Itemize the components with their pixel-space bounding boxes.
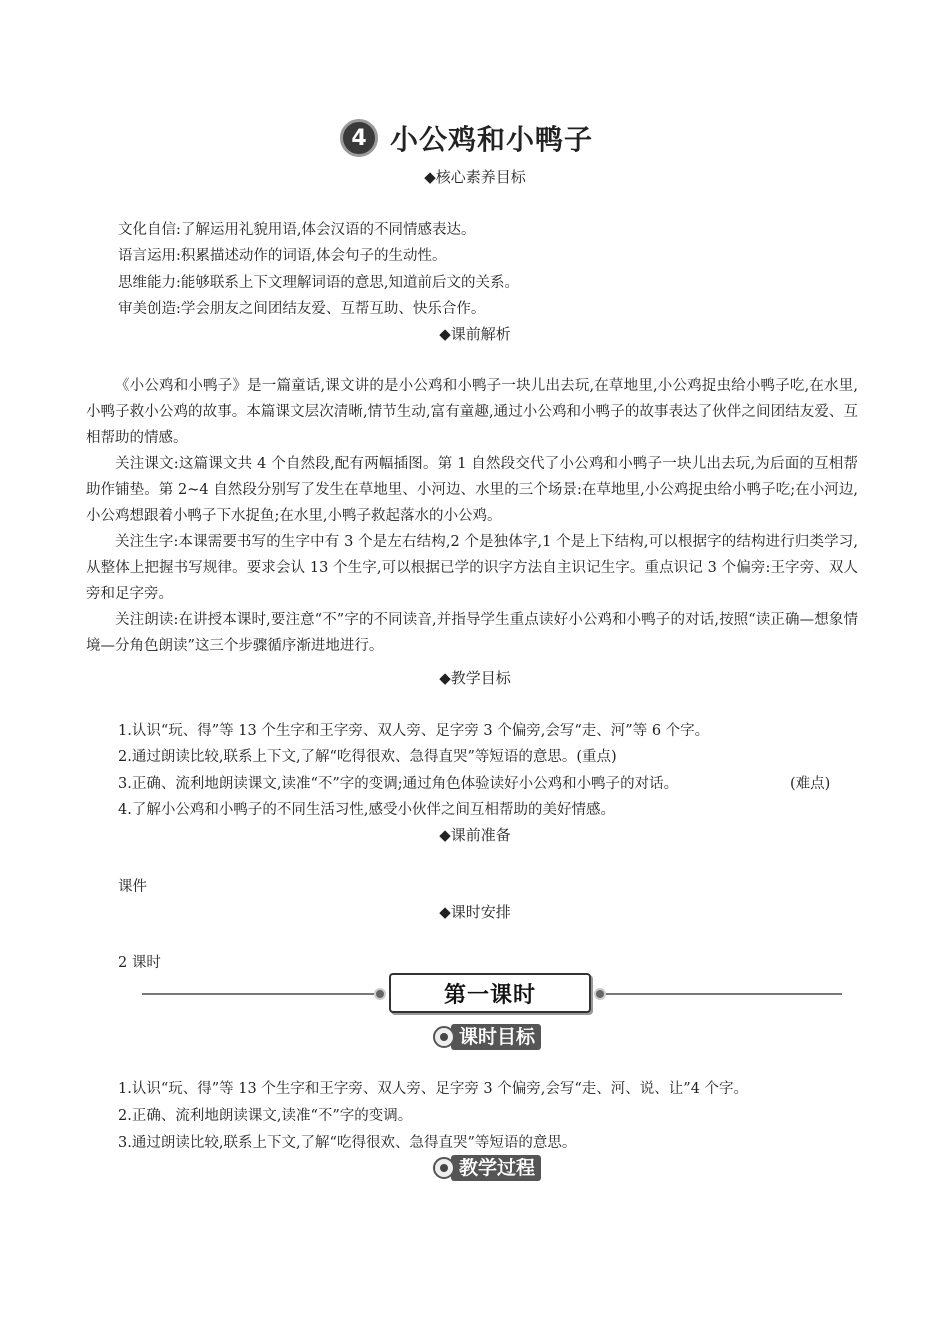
lesson-number-badge: 4 — [340, 119, 378, 157]
divider-line-right — [606, 993, 842, 995]
section-heading-preparation: ◆课前准备 — [439, 826, 511, 844]
target-icon — [433, 1157, 455, 1179]
lesson-title: 小公鸡和小鸭子 — [390, 123, 594, 156]
analysis-text — [86, 373, 858, 659]
teaching-goal-line: 3.正确、流利地朗读课文,读准“不”字的变调;通过角色体验读好小公鸡和小鸭子的对话。 — [118, 776, 679, 792]
period-goals-badge — [433, 1023, 541, 1051]
core-goal-line: 语言运用:积累描述动作的词语,体会句子的生动性。 — [118, 248, 447, 264]
section-heading-analysis: ◆课前解析 — [439, 325, 511, 343]
divider-line-left — [142, 993, 378, 995]
lesson-title-block — [340, 116, 593, 160]
teaching-process-badge — [433, 1154, 541, 1182]
core-goal-line: 审美创造:学会朋友之间团结友爱、互帮互助、快乐合作。 — [118, 301, 486, 317]
schedule-text: 2 课时 — [118, 955, 161, 971]
period-goal-line: 3.通过朗读比较,联系上下文,了解“吃得很欢、急得直哭”等短语的意思。 — [118, 1135, 577, 1151]
teaching-goal-line: 1.认识“玩、得”等 13 个生字和王字旁、双人旁、足字旁 3 个偏旁,会写“走、河”等 6 个字。 — [118, 723, 710, 739]
teaching-goal-line: 4.了解小公鸡和小鸭子的不同生活习性,感受小伙伴之间互相帮助的美好情感。 — [118, 802, 615, 818]
divider-dot-left — [374, 988, 386, 1000]
target-icon — [433, 1026, 455, 1048]
period-goal-line: 2.正确、流利地朗读课文,读准“不”字的变调。 — [118, 1108, 413, 1124]
core-goal-line: 文化自信:了解运用礼貌用语,体会汉语的不同情感表达。 — [118, 222, 476, 238]
section-heading-core-goals: ◆核心素养目标 — [424, 168, 526, 186]
teaching-goal-line: 2.通过朗读比较,联系上下文,了解“吃得很欢、急得直哭”等短语的意思。(重点) — [118, 749, 617, 765]
period-goal-line: 1.认识“玩、得”等 13 个生字和王字旁、双人旁、足字旁 3 个偏旁,会写“走、河、说、让”4 个字。 — [118, 1081, 749, 1097]
core-goal-line: 思维能力:能够联系上下文理解词语的意思,知道前后文的关系。 — [118, 275, 519, 291]
difficulty-note: (难点) — [790, 776, 831, 792]
section-heading-teaching-goals: ◆教学目标 — [439, 669, 511, 687]
analysis-paragraph: 关注课文:这篇课文共 4 个自然段,配有两幅插图。第 1 自然段交代了小公鸡和小鸭子一块儿出去玩,为后面的互相帮助作铺垫。第 2~4 自然段分别写了发生在草地里、小河边、水里的三个场景:在草地里,小公鸡捉虫给小鸭子吃;在小河边,小公鸡想跟着小鸭子下水捉鱼;在水里,小鸭子救起落水的小公鸡。 — [86, 456, 858, 524]
divider-dot-right — [594, 988, 606, 1000]
analysis-paragraph: 关注朗读:在讲授本课时,要注意“不”字的不同读音,并指导学生重点读好小公鸡和小鸭子的对话,按照“读正确—想象情境—分角色朗读”这三个步骤循序渐进地进行。 — [86, 612, 858, 654]
period-title: 第一课时 — [443, 982, 536, 1008]
analysis-paragraph: 关注生字:本课需要书写的生字中有 3 个是左右结构,2 个是独体字,1 个是上下结构,可以根据字的结构进行归类学习,从整体上把握书写规律。要求会认 13 个生字,可以根据已学的识字方法自主识记生字。重点识记 3 个偏旁:王字旁、双人旁和足字旁。 — [86, 534, 858, 602]
preparation-text: 课件 — [118, 879, 147, 895]
teaching-process-label: 教学过程 — [451, 1155, 541, 1181]
period-goals-label: 课时目标 — [451, 1024, 541, 1050]
section-heading-schedule: ◆课时安排 — [439, 903, 511, 921]
period-title-box — [389, 973, 591, 1013]
analysis-paragraph: 《小公鸡和小鸭子》是一篇童话,课文讲的是小公鸡和小鸭子一块儿出去玩,在草地里,小公鸡捉虫给小鸭子吃,在水里,小鸭子救小公鸡的故事。本篇课文层次清晰,情节生动,富有童趣,通过小公鸡和小鸭子的故事表达了伙伴之间团结友爱、互相帮助的情感。 — [86, 378, 858, 446]
